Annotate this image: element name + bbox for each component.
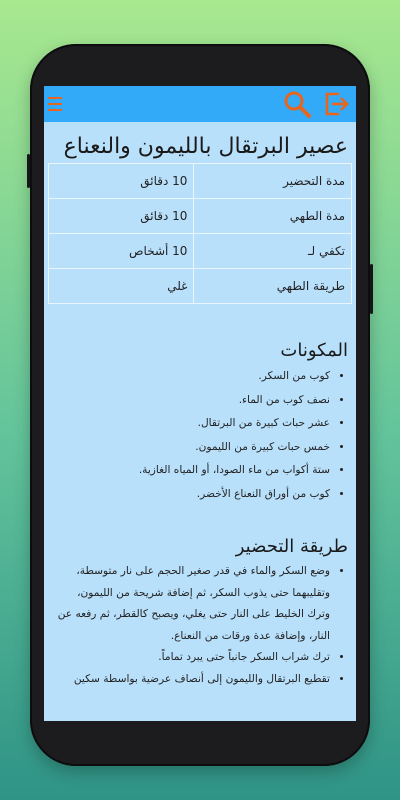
- recipe-info-table: [48, 163, 352, 304]
- info-value: 10 دقائق: [49, 164, 194, 199]
- power-button: [370, 264, 373, 314]
- app-bar: [44, 86, 356, 122]
- recipe-title: عصير البرتقال بالليمون والنعناع: [63, 134, 348, 159]
- hamburger-menu-icon[interactable]: [48, 95, 62, 113]
- list-item: • كوب من أوراق النعناع الأخضر.: [52, 483, 330, 507]
- ingredients-list: [44, 365, 356, 506]
- volume-button: [27, 154, 30, 188]
- steps-list: [44, 561, 356, 690]
- list-item: • وضع السكر والماء في قدر صغير الحجم على نار متوسطة، وتقليبهما حتى يذوب السكر، ثم إضافة شريحة من الليمون، وترك الخليط على النار حتى يغلي، ويصبح كالقطر، ثم رفعه عن النار، وإضافة عدة ورقات من النعناع.: [52, 561, 330, 647]
- table-row: [49, 199, 352, 234]
- app-screen: [44, 86, 356, 721]
- table-row: [49, 164, 352, 199]
- info-value: 10 أشخاص: [49, 234, 194, 269]
- info-label: مدة التحضير: [194, 164, 352, 199]
- table-row: [49, 234, 352, 269]
- info-label: طريقة الطهي: [194, 269, 352, 304]
- logout-icon[interactable]: [324, 91, 350, 117]
- list-item: • ترك شراب السكر جانباً حتى يبرد تماماً.: [52, 647, 330, 669]
- recipe-content[interactable]: [44, 122, 356, 721]
- list-item: • عشر حبات كبيرة من البرتقال.: [52, 412, 330, 436]
- table-row: [49, 269, 352, 304]
- list-item: • تقطيع البرتقال والليمون إلى أنصاف عرضية بواسطة سكين: [52, 669, 330, 691]
- steps-heading: طريقة التحضير: [235, 536, 348, 557]
- info-value: 10 دقائق: [49, 199, 194, 234]
- info-label: مدة الطهي: [194, 199, 352, 234]
- ingredients-heading: المكونات: [280, 340, 348, 361]
- list-item: • نصف كوب من الماء.: [52, 389, 330, 413]
- info-value: غلي: [49, 269, 194, 304]
- search-icon[interactable]: [282, 89, 312, 119]
- info-label: تكفي لـ: [194, 234, 352, 269]
- list-item: • كوب من السكر.: [52, 365, 330, 389]
- list-item: • خمس حبات كبيرة من الليمون.: [52, 436, 330, 460]
- list-item: • ستة أكواب من ماء الصودا، أو المياه الغازية.: [52, 459, 330, 483]
